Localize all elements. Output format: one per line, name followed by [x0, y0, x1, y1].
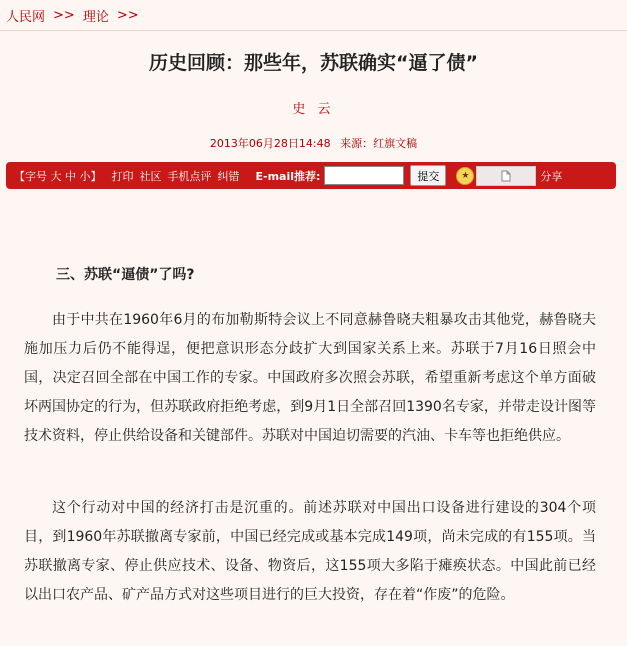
article-date: 2013年06月28日14:48 [209, 137, 331, 150]
breadcrumb [0, 0, 627, 30]
article-toolbar [6, 162, 616, 189]
section-heading: 三、苏联“逼债”了吗? [56, 267, 195, 283]
print-link[interactable]: 打印 [111, 169, 134, 183]
breadcrumb-link-people-daily[interactable]: 人民网 [6, 9, 46, 25]
source-label: 来源： [340, 137, 374, 150]
breadcrumb-link-theory[interactable]: 理论 [82, 9, 109, 25]
share-link[interactable]: 分享 [540, 169, 563, 183]
community-link[interactable]: 社区 [139, 169, 162, 183]
image-icon [501, 170, 511, 182]
article-paragraph: 这个行动对中国的经济打击是沉重的。前述苏联对中国出口设备进行建设的304个项目，到1960年苏联撤离专家前，中国已经完成或基本完成149项，尚未完成的有155项。当苏联撤离专家、停止供应技术、设备、物资后，这155项大多陷于瘫痪状态。中国此前已经以出口农产品、矿产品方式对这些项目进行的巨大投资，存在着“作废”的危险。 [24, 500, 596, 603]
article-source-link[interactable]: 红旗文稿 [373, 137, 418, 150]
submit-button[interactable]: 提交 [410, 165, 446, 186]
email-input[interactable] [324, 166, 404, 185]
article-paragraph: 由于中共在1960年6月的布加勒斯特会议上不同意赫鲁晓夫粗暴攻击其他党，赫鲁晓夫施加压力后仍不能得逞，便把意识形态分歧扩大到国家关系上来。苏联于7月16日照会中国，决定召回全部在中国工作的专家。中国政府多次照会苏联，希望重新考虑这个单方面破坏两国协定的行为，但苏联政府拒绝考虑，到9月1日全部召回1390名专家，并带走设计图等技术资料，停止供给设备和关键部件。苏联对中国迫切需要的汽油、卡车等也拒绝供应。 [24, 312, 596, 444]
share-image-placeholder[interactable] [476, 166, 536, 186]
report-error-link[interactable]: 纠错 [217, 169, 240, 183]
breadcrumb-separator: >> [53, 7, 75, 23]
share-badge-icon[interactable]: ★ [456, 167, 474, 185]
breadcrumb-separator: >> [116, 7, 139, 23]
email-recommend-label: E-mail推荐: [255, 169, 321, 183]
article-meta [0, 135, 627, 151]
divider [0, 30, 627, 31]
article-title: 历史回顾：那些年，苏联确实“逼了债” [149, 52, 478, 74]
font-size-control[interactable]: 【字号 大 中 小】 [14, 169, 102, 183]
article-author: 史 云 [292, 102, 335, 117]
mobile-comment-link[interactable]: 手机点评 [167, 169, 212, 183]
